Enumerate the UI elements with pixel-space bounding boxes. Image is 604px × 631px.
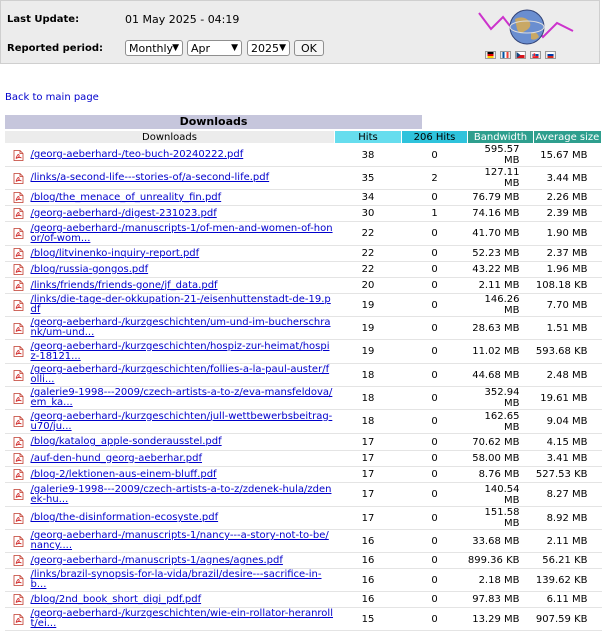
hits-206-cell: 0 <box>402 278 468 294</box>
table-row <box>5 507 602 530</box>
pdf-icon <box>13 370 24 381</box>
last-update-label: Last Update: <box>7 14 80 25</box>
year-select[interactable] <box>247 40 290 56</box>
bandwidth-cell: 127.11 MB <box>468 167 534 190</box>
chevron-down-icon: ▼ <box>172 43 179 53</box>
average-size-cell: 1.51 MB <box>534 317 602 340</box>
hits-206-cell: 0 <box>402 294 468 317</box>
table-row <box>5 222 602 246</box>
file-link[interactable]: /blog/the_menace_of_unreality_fin.pdf <box>30 191 222 203</box>
hits-206-cell: 0 <box>402 246 468 262</box>
file-link[interactable]: /galerie9-1998---2009/czech-artists-a-to-z/eva-mansfeldova/em_ka... <box>30 387 333 408</box>
file-link[interactable]: /blog/russia-gongos.pdf <box>30 263 149 275</box>
file-cell <box>5 592 335 608</box>
hits-cell: 16 <box>335 530 402 553</box>
hits-cell: 17 <box>335 467 402 483</box>
hits-cell: 19 <box>335 294 402 317</box>
table-row <box>5 608 602 631</box>
back-to-main-link[interactable]: Back to main page <box>5 92 99 103</box>
bandwidth-cell: 151.58 MB <box>468 507 534 530</box>
bandwidth-cell: 70.62 MB <box>468 434 534 451</box>
hits-206-cell: 0 <box>402 410 468 434</box>
pdf-icon <box>13 393 24 404</box>
hits-206-cell: 0 <box>402 467 468 483</box>
flag-germany-icon[interactable] <box>485 51 496 59</box>
file-link[interactable]: /links/die-tage-der-okkupation-21-/eisenhuttenstadt-de-19.pdf <box>30 294 331 315</box>
period-type-select[interactable] <box>125 40 183 56</box>
table-row <box>5 530 602 553</box>
bandwidth-cell: 352.94 MB <box>468 387 534 410</box>
hits-206-cell: 0 <box>402 530 468 553</box>
pdf-icon <box>13 575 24 586</box>
hits-206-cell: 2 <box>402 167 468 190</box>
flag-slovakia-icon[interactable] <box>530 51 541 59</box>
month-value: Apr <box>191 42 211 55</box>
pdf-icon <box>13 192 24 203</box>
col-average-size: Average size <box>534 131 602 144</box>
bandwidth-cell: 595.57 MB <box>468 144 534 167</box>
table-row <box>5 317 602 340</box>
hits-206-cell: 0 <box>402 190 468 206</box>
pdf-icon <box>13 437 24 448</box>
language-flags <box>485 51 560 70</box>
bandwidth-cell: 8.76 MB <box>468 467 534 483</box>
hits-cell: 17 <box>335 434 402 451</box>
average-size-cell: 9.04 MB <box>534 410 602 434</box>
month-select[interactable] <box>187 40 242 56</box>
pdf-icon <box>13 248 24 259</box>
hits-206-cell: 0 <box>402 364 468 387</box>
average-size-cell: 7.70 MB <box>534 294 602 317</box>
pdf-icon <box>13 228 24 239</box>
file-cell <box>5 278 335 294</box>
hits-206-cell: 0 <box>402 222 468 246</box>
table-row <box>5 340 602 364</box>
file-link[interactable]: /georg-aeberhard-/kurzgeschichten/jull-wettbewerbsbeitrag-u70/ju... <box>30 410 333 432</box>
pdf-icon <box>13 323 24 334</box>
hits-206-cell: 1 <box>402 206 468 222</box>
pdf-icon <box>13 264 24 275</box>
file-link[interactable]: /georg-aeberhard-/kurzgeschichten/follies-a-la-paul-auster/folli... <box>30 364 330 385</box>
ok-button[interactable]: OK <box>294 40 324 56</box>
pdf-icon <box>13 594 24 605</box>
col-hits: Hits <box>335 131 402 144</box>
pdf-icon <box>13 208 24 219</box>
hits-206-cell: 0 <box>402 483 468 507</box>
last-update-value: 01 May 2025 - 04:19 <box>125 13 240 26</box>
file-link[interactable]: /georg-aeberhard-/manuscripts-1/agnes/agnes.pdf <box>30 554 283 566</box>
bandwidth-cell: 146.26 MB <box>468 294 534 317</box>
file-link[interactable]: /galerie9-1998---2009/czech-artists-a-to-z/zdenek-hula/zdenek-hu... <box>30 483 332 505</box>
hits-cell: 30 <box>335 206 402 222</box>
table-row <box>5 467 602 483</box>
average-size-cell: 19.61 MB <box>534 387 602 410</box>
downloads-table <box>4 130 602 631</box>
bandwidth-cell: 899.36 KB <box>468 553 534 569</box>
average-size-cell: 2.48 MB <box>534 364 602 387</box>
average-size-cell: 108.18 KB <box>534 278 602 294</box>
file-cell <box>5 222 335 246</box>
table-row <box>5 434 602 451</box>
file-link[interactable]: /blog-2/lektionen-aus-einem-bluff.pdf <box>30 468 217 480</box>
average-size-cell: 907.59 KB <box>534 608 602 631</box>
file-cell <box>5 167 335 190</box>
hits-206-cell: 0 <box>402 144 468 167</box>
awstats-globe-logo <box>477 7 575 47</box>
table-row <box>5 278 602 294</box>
hits-cell: 22 <box>335 246 402 262</box>
average-size-cell: 139.62 KB <box>534 569 602 592</box>
file-link[interactable]: /georg-aeberhard-/kurzgeschichten/um-und-im-bucherschrank/um-und... <box>30 317 331 338</box>
file-link[interactable]: /blog/2nd_book_short_digi_pdf.pdf <box>30 593 202 605</box>
hits-cell: 17 <box>335 507 402 530</box>
hits-cell: 18 <box>335 410 402 434</box>
file-link[interactable]: /links/friends/friends-gone/jf_data.pdf <box>30 279 218 291</box>
bandwidth-cell: 140.54 MB <box>468 483 534 507</box>
file-link[interactable]: /georg-aeberhard-/digest-231023.pdf <box>30 207 217 219</box>
table-row <box>5 387 602 410</box>
flag-france-icon[interactable] <box>500 51 511 59</box>
pdf-icon <box>13 150 24 161</box>
hits-cell: 22 <box>335 262 402 278</box>
hits-cell: 19 <box>335 340 402 364</box>
table-row <box>5 190 602 206</box>
table-row <box>5 364 602 387</box>
bandwidth-cell: 58.00 MB <box>468 451 534 467</box>
bandwidth-cell: 2.18 MB <box>468 569 534 592</box>
table-row <box>5 144 602 167</box>
file-link[interactable]: /georg-aeberhard-/manuscripts-1/of-men-and-women-of-honor/of-wom... <box>30 222 333 244</box>
table-row <box>5 262 602 278</box>
file-link[interactable]: /georg-aeberhard-/teo-buch-20240222.pdf <box>30 149 244 160</box>
average-size-cell: 15.67 MB <box>534 144 602 167</box>
file-link[interactable]: /georg-aeberhard-/kurzgeschichten/wie-ein-rollator-heranrollt/ei... <box>30 608 333 629</box>
bandwidth-cell: 33.68 MB <box>468 530 534 553</box>
hits-206-cell: 0 <box>402 387 468 410</box>
table-row <box>5 246 602 262</box>
bandwidth-cell: 11.02 MB <box>468 340 534 364</box>
average-size-cell: 8.27 MB <box>534 483 602 507</box>
file-cell <box>5 530 335 553</box>
hits-cell: 15 <box>335 608 402 631</box>
hits-cell: 18 <box>335 387 402 410</box>
file-link[interactable]: /blog/the-disinformation-ecosyste.pdf <box>30 512 219 523</box>
flag-russia-icon[interactable] <box>545 51 556 59</box>
chevron-down-icon: ▼ <box>279 43 286 53</box>
file-cell <box>5 190 335 206</box>
average-size-cell: 56.21 KB <box>534 553 602 569</box>
bandwidth-cell: 97.83 MB <box>468 592 534 608</box>
average-size-cell: 2.39 MB <box>534 206 602 222</box>
table-row <box>5 569 602 592</box>
table-row <box>5 294 602 317</box>
file-cell <box>5 507 335 530</box>
table-row <box>5 206 602 222</box>
report-header <box>0 0 600 64</box>
average-size-cell: 4.15 MB <box>534 434 602 451</box>
file-cell <box>5 451 335 467</box>
table-row <box>5 483 602 507</box>
col-bandwidth: Bandwidth <box>468 131 534 144</box>
average-size-cell: 1.96 MB <box>534 262 602 278</box>
hits-206-cell: 0 <box>402 434 468 451</box>
bandwidth-cell: 28.63 MB <box>468 317 534 340</box>
average-size-cell: 527.53 KB <box>534 467 602 483</box>
bandwidth-cell: 44.68 MB <box>468 364 534 387</box>
file-cell <box>5 569 335 592</box>
file-cell <box>5 608 335 631</box>
file-cell <box>5 467 335 483</box>
bandwidth-cell: 74.16 MB <box>468 206 534 222</box>
hits-206-cell: 0 <box>402 569 468 592</box>
average-size-cell: 3.44 MB <box>534 167 602 190</box>
file-cell <box>5 262 335 278</box>
file-link[interactable]: /blog/katalog_apple-sonderausstel.pdf <box>30 436 222 447</box>
hits-cell: 16 <box>335 592 402 608</box>
table-header-row <box>5 131 602 144</box>
pdf-icon <box>13 280 24 291</box>
file-link[interactable]: /links/brazil-synopsis-for-la-vida/brazil/desire---sacrifice-in-b... <box>30 569 322 590</box>
bandwidth-cell: 2.11 MB <box>468 278 534 294</box>
pdf-icon <box>13 469 24 480</box>
pdf-icon <box>13 173 24 184</box>
pdf-icon <box>13 614 24 625</box>
bandwidth-cell: 52.23 MB <box>468 246 534 262</box>
hits-206-cell: 0 <box>402 340 468 364</box>
file-link[interactable]: /georg-aeberhard-/kurzgeschichten/hospiz-zur-heimat/hospiz-18121... <box>30 340 330 362</box>
col-downloads: Downloads <box>5 131 335 144</box>
hits-cell: 17 <box>335 451 402 467</box>
bandwidth-cell: 41.70 MB <box>468 222 534 246</box>
file-cell <box>5 317 335 340</box>
pdf-icon <box>13 300 24 311</box>
file-cell <box>5 387 335 410</box>
year-value: 2025 <box>251 42 279 55</box>
downloads-table-body <box>5 144 602 631</box>
average-size-cell: 2.26 MB <box>534 190 602 206</box>
file-cell <box>5 364 335 387</box>
file-link[interactable]: /auf-den-hund_georg-aeberhar.pdf <box>30 452 203 464</box>
file-cell <box>5 246 335 262</box>
hits-206-cell: 0 <box>402 262 468 278</box>
flag-czech-icon[interactable] <box>515 51 526 59</box>
average-size-cell: 3.41 MB <box>534 451 602 467</box>
hits-206-cell: 0 <box>402 451 468 467</box>
bandwidth-cell: 13.29 MB <box>468 608 534 631</box>
hits-cell: 20 <box>335 278 402 294</box>
pdf-icon <box>13 346 24 357</box>
bandwidth-cell: 76.79 MB <box>468 190 534 206</box>
hits-cell: 35 <box>335 167 402 190</box>
col-206-hits: 206 Hits <box>402 131 468 144</box>
file-link[interactable]: /georg-aeberhard-/manuscripts-1/nancy---a-story-not-to-be/nancy.... <box>30 530 329 551</box>
average-size-cell: 1.90 MB <box>534 222 602 246</box>
file-cell <box>5 294 335 317</box>
file-cell <box>5 144 335 167</box>
hits-cell: 16 <box>335 553 402 569</box>
hits-cell: 38 <box>335 144 402 167</box>
table-row <box>5 410 602 434</box>
hits-cell: 17 <box>335 483 402 507</box>
table-row <box>5 167 602 190</box>
average-size-cell: 593.68 KB <box>534 340 602 364</box>
pdf-icon <box>13 453 24 464</box>
downloads-title: Downloads <box>5 115 422 129</box>
file-cell <box>5 206 335 222</box>
hits-cell: 19 <box>335 317 402 340</box>
file-cell <box>5 434 335 451</box>
pdf-icon <box>13 555 24 566</box>
hits-206-cell: 0 <box>402 507 468 530</box>
table-row <box>5 553 602 569</box>
hits-206-cell: 0 <box>402 592 468 608</box>
hits-cell: 34 <box>335 190 402 206</box>
hits-206-cell: 0 <box>402 317 468 340</box>
pdf-icon <box>13 416 24 427</box>
table-row <box>5 592 602 608</box>
average-size-cell: 2.11 MB <box>534 530 602 553</box>
bandwidth-cell: 43.22 MB <box>468 262 534 278</box>
file-cell <box>5 340 335 364</box>
hits-206-cell: 0 <box>402 553 468 569</box>
average-size-cell: 2.37 MB <box>534 246 602 262</box>
file-cell <box>5 553 335 569</box>
hits-cell: 22 <box>335 222 402 246</box>
file-link[interactable]: /links/a-second-life---stories-of/a-second-life.pdf <box>30 172 270 183</box>
table-row <box>5 451 602 467</box>
bandwidth-cell: 162.65 MB <box>468 410 534 434</box>
pdf-icon <box>13 536 24 547</box>
chevron-down-icon: ▼ <box>231 43 238 53</box>
period-type-value: Monthly <box>129 42 174 55</box>
average-size-cell: 6.11 MB <box>534 592 602 608</box>
hits-cell: 18 <box>335 364 402 387</box>
hits-206-cell: 0 <box>402 608 468 631</box>
hits-cell: 16 <box>335 569 402 592</box>
reported-period-label: Reported period: <box>7 43 103 54</box>
average-size-cell: 8.92 MB <box>534 507 602 530</box>
file-link[interactable]: /blog/litvinenko-inquiry-report.pdf <box>30 247 200 259</box>
file-cell <box>5 410 335 434</box>
file-cell <box>5 483 335 507</box>
pdf-icon <box>13 489 24 500</box>
pdf-icon <box>13 513 24 524</box>
